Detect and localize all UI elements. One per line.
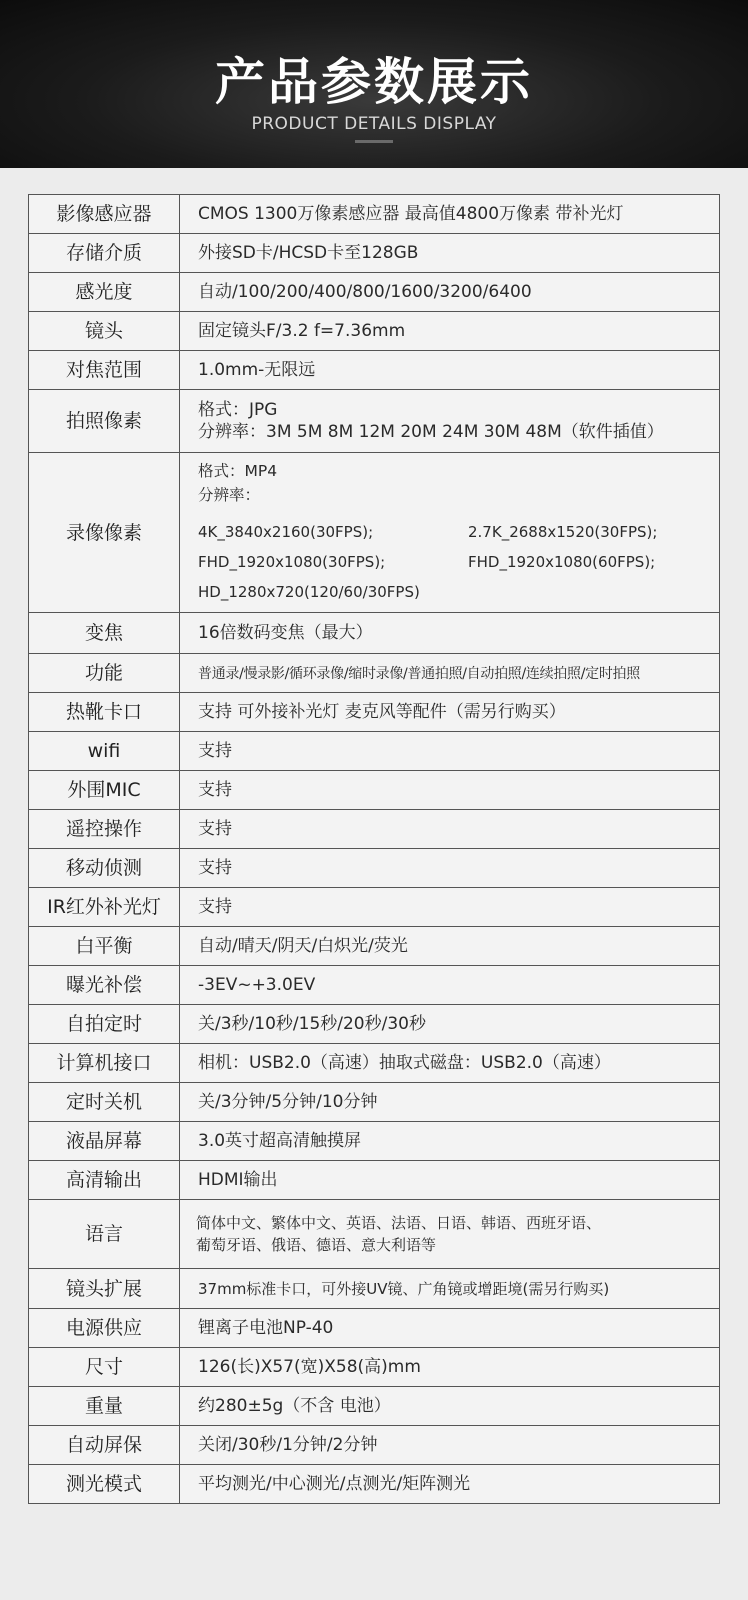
spec-value: CMOS 1300万像素感应器 最高值4800万像素 带补光灯 <box>180 195 720 234</box>
table-row <box>29 1083 720 1122</box>
spec-label: wifi <box>29 732 180 771</box>
spec-value: 外接SD卡/HCSD卡至128GB <box>180 234 720 273</box>
spec-value: 锂离子电池NP-40 <box>180 1309 720 1348</box>
spec-value-line: 简体中文、繁体中文、英语、法语、日语、韩语、西班牙语、 <box>196 1214 602 1232</box>
spec-value: 自动/晴天/阴天/白炽光/荧光 <box>180 927 720 966</box>
spec-label: 测光模式 <box>29 1465 180 1504</box>
spec-label: 对焦范围 <box>29 351 180 390</box>
spec-value: 支持 <box>180 888 720 927</box>
spec-label: 自拍定时 <box>29 1005 180 1044</box>
spec-table <box>28 194 720 1504</box>
spec-label: 存储介质 <box>29 234 180 273</box>
table-row <box>29 1044 720 1083</box>
spec-label: 电源供应 <box>29 1309 180 1348</box>
spec-label: 液晶屏幕 <box>29 1122 180 1161</box>
spec-value <box>180 453 720 613</box>
table-row <box>29 1465 720 1504</box>
spec-label: 镜头 <box>29 312 180 351</box>
table-row <box>29 888 720 927</box>
spec-label: 白平衡 <box>29 927 180 966</box>
spec-value <box>180 390 720 453</box>
spec-label: 镜头扩展 <box>29 1269 180 1309</box>
spec-value: -3EV~+3.0EV <box>180 966 720 1005</box>
table-row <box>29 1387 720 1426</box>
spec-label: 语言 <box>29 1200 180 1269</box>
header-banner <box>0 0 748 168</box>
table-row <box>29 732 720 771</box>
spec-label: 尺寸 <box>29 1348 180 1387</box>
spec-value: 支持 <box>180 771 720 810</box>
spec-label: 高清输出 <box>29 1161 180 1200</box>
spec-value <box>180 654 720 693</box>
spec-label: 外围MIC <box>29 771 180 810</box>
spec-value-line: 格式：JPG <box>198 400 278 420</box>
video-resolution: FHD_1920x1080(30FPS); <box>198 552 386 571</box>
table-row <box>29 927 720 966</box>
spec-value: 关闭/30秒/1分钟/2分钟 <box>180 1426 720 1465</box>
title-underline <box>355 140 393 143</box>
video-resolution: 2.7K_2688x1520(30FPS); <box>468 522 658 541</box>
spec-label: 变焦 <box>29 613 180 654</box>
spec-label: 重量 <box>29 1387 180 1426</box>
page-subtitle: PRODUCT DETAILS DISPLAY <box>251 114 497 134</box>
table-row <box>29 693 720 732</box>
table-row <box>29 810 720 849</box>
table-row <box>29 1309 720 1348</box>
table-row <box>29 195 720 234</box>
spec-label: 拍照像素 <box>29 390 180 453</box>
spec-value: 支持 可外接补光灯 麦克风等配件（需另行购买） <box>180 693 720 732</box>
table-row <box>29 312 720 351</box>
spec-value-text: 37mm标准卡口，可外接UV镜、广角镜或增距境(需另行购买) <box>198 1279 610 1298</box>
spec-label: 功能 <box>29 654 180 693</box>
spec-label: 热靴卡口 <box>29 693 180 732</box>
spec-label: 计算机接口 <box>29 1044 180 1083</box>
spec-value-text: 普通录/慢录影/循环录像/缩时录像/普通拍照/自动拍照/连续拍照/定时拍照 <box>198 665 640 682</box>
video-resolution: HD_1280x720(120/60/30FPS) <box>198 582 420 601</box>
table-row <box>29 1348 720 1387</box>
video-resolution: FHD_1920x1080(60FPS); <box>468 552 656 571</box>
table-row <box>29 351 720 390</box>
spec-label: 移动侦测 <box>29 849 180 888</box>
spec-label: 定时关机 <box>29 1083 180 1122</box>
video-resolution: 4K_3840x2160(30FPS); <box>198 522 374 541</box>
spec-label: 遥控操作 <box>29 810 180 849</box>
table-row <box>29 1005 720 1044</box>
spec-value: 相机：USB2.0（高速）抽取式磁盘：USB2.0（高速） <box>180 1044 720 1083</box>
page-title: 产品参数展示 <box>215 53 533 111</box>
video-resolution-label: 分辨率： <box>198 485 261 504</box>
spec-label: 录像像素 <box>29 453 180 613</box>
spec-value: 固定镜头F/3.2 f=7.36mm <box>180 312 720 351</box>
spec-value: 16倍数码变焦（最大） <box>180 613 720 654</box>
spec-label: IR红外补光灯 <box>29 888 180 927</box>
table-row <box>29 966 720 1005</box>
spec-value: 支持 <box>180 810 720 849</box>
spec-value: 约280±5g（不含 电池） <box>180 1387 720 1426</box>
table-row <box>29 390 720 453</box>
table-row <box>29 613 720 654</box>
spec-label: 曝光补偿 <box>29 966 180 1005</box>
spec-value-line: 分辨率：3M 5M 8M 12M 20M 24M 30M 48M（软件插值） <box>198 422 664 442</box>
spec-label: 感光度 <box>29 273 180 312</box>
table-row <box>29 1426 720 1465</box>
spec-value: 3.0英寸超高清触摸屏 <box>180 1122 720 1161</box>
table-row <box>29 771 720 810</box>
spec-value: 支持 <box>180 732 720 771</box>
table-row <box>29 654 720 693</box>
table-row <box>29 1200 720 1269</box>
table-row <box>29 453 720 613</box>
video-format: 格式：MP4 <box>198 461 278 480</box>
spec-value: 1.0mm-无限远 <box>180 351 720 390</box>
table-row <box>29 234 720 273</box>
spec-value <box>180 1269 720 1309</box>
spec-value: 关/3分钟/5分钟/10分钟 <box>180 1083 720 1122</box>
table-row <box>29 1161 720 1200</box>
spec-value: HDMI输出 <box>180 1161 720 1200</box>
table-row <box>29 273 720 312</box>
spec-value: 支持 <box>180 849 720 888</box>
spec-value: 平均测光/中心测光/点测光/矩阵测光 <box>180 1465 720 1504</box>
table-row <box>29 1122 720 1161</box>
spec-value: 126(长)X57(宽)X58(高)mm <box>180 1348 720 1387</box>
spec-value: 关/3秒/10秒/15秒/20秒/30秒 <box>180 1005 720 1044</box>
spec-value-line: 葡萄牙语、俄语、德语、意大利语等 <box>196 1236 437 1254</box>
table-row <box>29 1269 720 1309</box>
spec-label: 自动屏保 <box>29 1426 180 1465</box>
table-row <box>29 849 720 888</box>
spec-value: 自动/100/200/400/800/1600/3200/6400 <box>180 273 720 312</box>
spec-label: 影像感应器 <box>29 195 180 234</box>
spec-value <box>180 1200 720 1269</box>
